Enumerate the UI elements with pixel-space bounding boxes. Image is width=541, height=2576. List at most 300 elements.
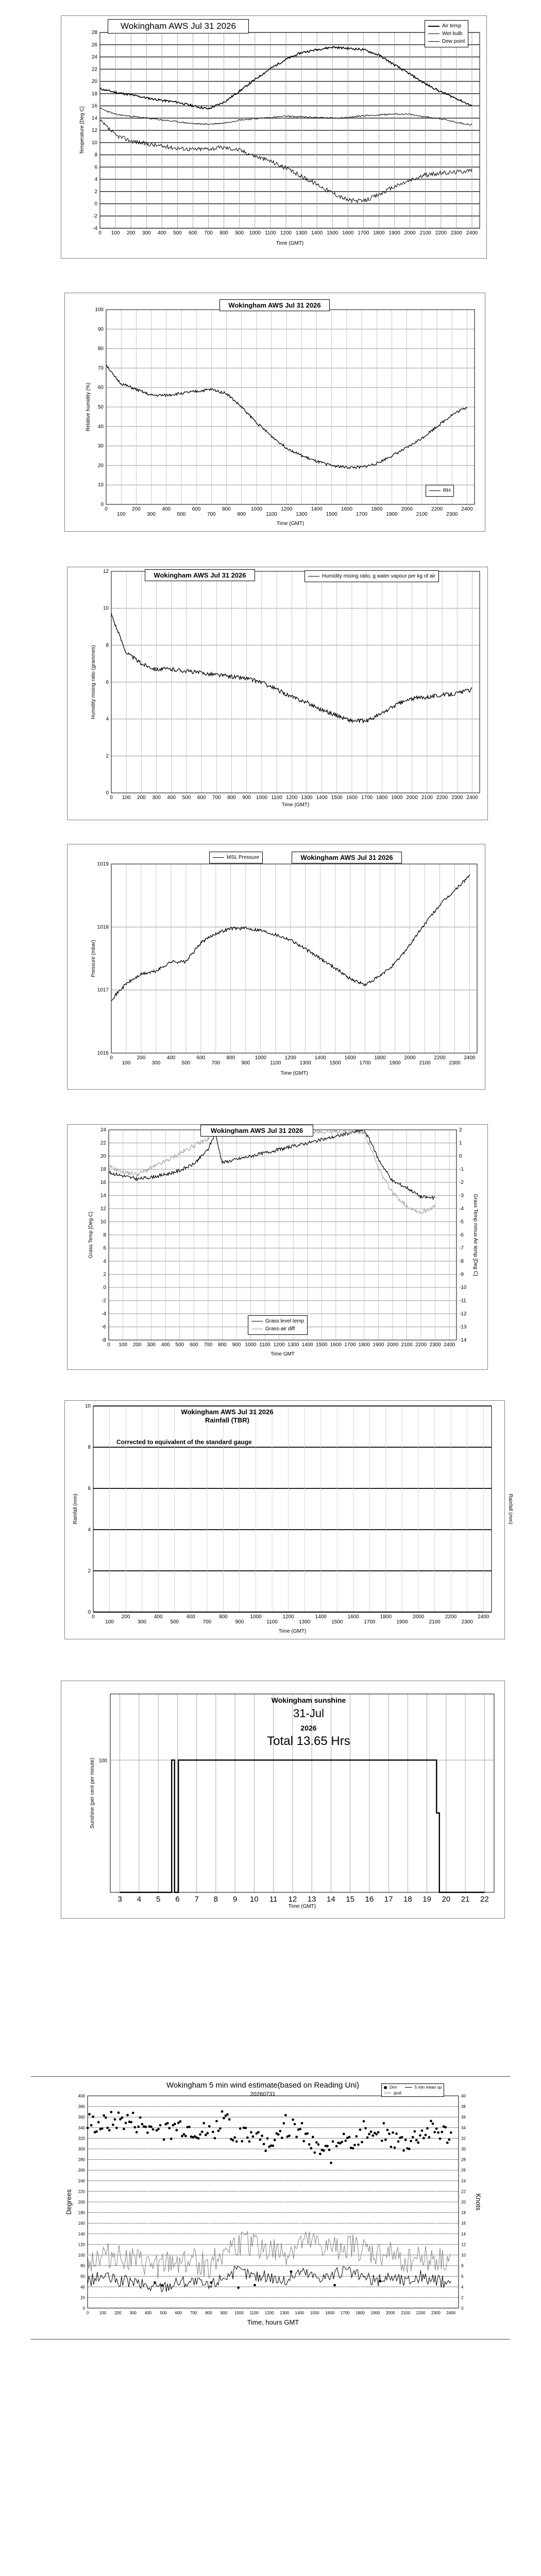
direction-point <box>106 2127 109 2129</box>
x-tick-label: 500 <box>181 1060 191 1066</box>
x-axis-title: Time (GMT) <box>276 521 305 527</box>
direction-point <box>356 2135 358 2138</box>
direction-point <box>112 2124 114 2126</box>
legend-gust-label: gust <box>394 2091 402 2095</box>
x-tick-label: 700 <box>204 230 213 236</box>
y-tick-label: 10 <box>103 605 109 612</box>
y2-tick-label: -12 <box>459 1311 467 1317</box>
y-tick-label: 1018 <box>97 924 109 930</box>
x-tick-label: 1700 <box>361 795 373 801</box>
y-tick-label: 26 <box>91 42 97 48</box>
x-tick-label: 19 <box>422 1895 431 1904</box>
direction-point <box>310 2147 312 2149</box>
x-tick-label: 300 <box>138 1619 146 1625</box>
direction-point <box>141 2123 143 2126</box>
wind-chart <box>41 2081 500 2334</box>
y-tick-label: 16 <box>100 1180 106 1185</box>
x-tick-label: 1800 <box>376 795 388 801</box>
x-tick-label: 1200 <box>286 795 298 801</box>
direction-point <box>292 2119 294 2121</box>
y-tick-label: 0 <box>100 502 104 507</box>
x-tick-label: 0 <box>86 2311 89 2315</box>
direction-point <box>344 2140 347 2142</box>
direction-point <box>181 2135 183 2138</box>
y2-axis-title: Knots <box>475 2193 482 2211</box>
direction-point <box>353 2144 356 2146</box>
direction-point <box>375 2133 378 2136</box>
x-tick-label: 1400 <box>315 1614 327 1620</box>
direction-point <box>317 2143 320 2146</box>
y-tick-label: 24 <box>100 1127 106 1133</box>
y-tick-label: 2 <box>88 1568 91 1574</box>
grass-legend <box>248 1315 308 1335</box>
x-tick-label: 2000 <box>386 1342 399 1348</box>
y-tick-label: 0 <box>94 201 97 207</box>
x-tick-label: 1700 <box>364 1619 376 1625</box>
plot-area-frame <box>93 1406 492 1612</box>
direction-point <box>202 2122 205 2125</box>
y-tick-label: 280 <box>78 2157 85 2162</box>
y2-axis-title: Rainfall (mm) <box>508 1494 513 1524</box>
x-tick-label: 1800 <box>380 1614 392 1620</box>
x-tick-label: 800 <box>218 1342 227 1348</box>
humidity-chart-plot <box>65 293 485 531</box>
x-tick-label: 800 <box>219 1614 228 1620</box>
temperature-chart-plot <box>61 16 486 258</box>
sunshine-series-line <box>120 1760 485 1892</box>
sunshine-total: Total 13.65 Hrs <box>267 1734 350 1748</box>
x-tick-label: 100 <box>116 512 126 517</box>
grass-temperature-chart <box>67 1124 488 1370</box>
x-tick-label: 10 <box>250 1895 259 1904</box>
y2-tick-label: -9 <box>459 1272 464 1278</box>
y-axis-title: Relative humidity (%) <box>86 382 91 432</box>
x-tick-label: 300 <box>129 2311 137 2315</box>
dirn-marker-icon <box>384 2086 387 2089</box>
direction-point <box>397 2140 400 2143</box>
x-tick-label: 1200 <box>282 1614 294 1620</box>
x-tick-label: 0 <box>92 1614 95 1620</box>
y-axis-title: Degrees <box>65 2189 73 2215</box>
direction-point <box>137 2126 140 2128</box>
temperature-chart-title: Wokingham AWS Jul 31 2026 <box>108 19 249 33</box>
direction-point <box>279 2130 281 2132</box>
y2-tick-label: 34 <box>461 2125 466 2130</box>
x-tick-label: 1300 <box>295 230 308 236</box>
y2-tick-label: 38 <box>461 2104 466 2109</box>
legend-mixing-ratio-label: Humidity mixing ratio, g water vapour per kg of air <box>322 573 436 579</box>
y-tick-label: 24 <box>91 54 97 60</box>
y-tick-label: 160 <box>78 2221 85 2226</box>
legend-dew-point-label: Dew point <box>442 39 465 44</box>
y-tick-label: 8 <box>88 1445 91 1450</box>
x-tick-label: 1500 <box>326 512 337 517</box>
direction-point <box>348 2136 350 2139</box>
y2-tick-label: -14 <box>459 1337 467 1343</box>
direction-point <box>302 2140 305 2143</box>
x-axis-title: Time, hours GMT <box>247 2318 299 2326</box>
x-tick-label: 300 <box>147 512 156 517</box>
y-tick-label: 260 <box>78 2168 85 2173</box>
y2-tick-label: -5 <box>459 1219 464 1225</box>
y-tick-label: 120 <box>78 2242 85 2247</box>
direction-point <box>277 2133 280 2136</box>
direction-point <box>126 2114 129 2116</box>
direction-point <box>159 2124 162 2127</box>
direction-point <box>361 2141 363 2143</box>
direction-point <box>408 2148 411 2150</box>
direction-point <box>232 2139 234 2142</box>
x-axis-title: Time (GMT) <box>276 241 304 246</box>
direction-point <box>103 2114 105 2117</box>
y-tick-label: 80 <box>80 2263 85 2268</box>
pressure-chart <box>67 844 485 1090</box>
x-tick-label: 2200 <box>431 506 443 512</box>
y-tick-label: 1019 <box>97 861 109 867</box>
direction-point <box>390 2146 393 2148</box>
x-tick-label: 900 <box>235 230 244 236</box>
x-tick-label: 400 <box>167 795 176 801</box>
direction-point <box>146 2131 149 2134</box>
direction-point <box>125 2122 127 2124</box>
y-tick-label: 6 <box>88 1486 91 1492</box>
direction-point <box>136 2131 138 2133</box>
x-tick-label: 2300 <box>446 512 458 517</box>
y2-tick-label: -2 <box>459 1180 464 1185</box>
legend-grass-level-temp-label: Grass level temp <box>265 1318 305 1324</box>
direction-point <box>401 2136 403 2139</box>
wind-chart-plot <box>41 2081 500 2334</box>
x-tick-label: 1200 <box>264 2311 274 2315</box>
direction-point <box>437 2131 439 2134</box>
y-tick-label: 320 <box>78 2136 85 2141</box>
y2-tick-label: 36 <box>461 2115 466 2120</box>
x-tick-label: 700 <box>207 512 216 517</box>
x-tick-label: 1000 <box>256 795 267 801</box>
x-tick-label: 7 <box>194 1895 199 1904</box>
direction-point <box>168 2127 171 2129</box>
y-tick-label: -2 <box>93 213 97 219</box>
x-tick-label: 500 <box>177 512 186 517</box>
direction-point <box>90 2124 93 2127</box>
y-axis-title: Sunshine (per cent per minute) <box>90 1757 95 1829</box>
x-tick-label: 2100 <box>416 512 428 517</box>
y2-tick-label: 6 <box>461 2274 464 2279</box>
direction-point <box>281 2137 283 2139</box>
y-tick-label: 0 <box>88 1609 91 1615</box>
y2-tick-label: 40 <box>461 2094 466 2098</box>
y-tick-label: -4 <box>93 226 97 231</box>
x-tick-label: 400 <box>161 1342 170 1348</box>
direction-point <box>133 2126 136 2129</box>
y-tick-label: 18 <box>100 1166 106 1173</box>
x-tick-label: 500 <box>173 230 182 236</box>
x-tick-label: 1500 <box>327 230 339 236</box>
dew-point-swatch <box>428 41 439 42</box>
x-tick-label: 2200 <box>415 1342 427 1348</box>
y2-tick-label: -7 <box>459 1245 464 1251</box>
direction-point <box>395 2132 398 2135</box>
x-tick-label: 100 <box>122 1060 131 1066</box>
legend-dirn <box>384 2084 442 2090</box>
x-tick-label: 12 <box>288 1895 297 1904</box>
y-tick-label: 100 <box>78 2253 85 2258</box>
x-tick-label: 1600 <box>347 1614 359 1620</box>
y-tick-label: -4 <box>102 1311 106 1317</box>
direction-point <box>428 2136 431 2139</box>
x-tick-label: 14 <box>327 1895 335 1904</box>
x-tick-label: 2200 <box>435 230 447 236</box>
x-tick-label: 1800 <box>371 506 383 512</box>
direction-point <box>404 2139 407 2141</box>
x-tick-label: 1300 <box>288 1342 299 1348</box>
x-tick-label: 2000 <box>385 2311 395 2315</box>
y-tick-label: -8 <box>102 1337 106 1343</box>
x-tick-label: 17 <box>384 1895 393 1904</box>
direction-point <box>272 2145 274 2147</box>
x-tick-label: 800 <box>219 230 228 236</box>
y2-tick-label: 28 <box>461 2157 466 2162</box>
y2-tick-label: 30 <box>461 2147 466 2151</box>
x-tick-label: 2200 <box>434 1055 446 1061</box>
direction-point <box>221 2110 224 2113</box>
direction-point <box>248 2140 251 2143</box>
y2-tick-label: 14 <box>461 2231 466 2236</box>
x-tick-label: 2400 <box>464 1055 476 1061</box>
direction-point <box>139 2116 142 2119</box>
msl-pressure-swatch <box>213 857 224 858</box>
x-tick-label: 1300 <box>280 2311 289 2315</box>
direction-point <box>263 2143 265 2145</box>
x-tick-label: 6 <box>175 1895 180 1904</box>
y-tick-label: 14 <box>91 115 97 122</box>
x-tick-label: 700 <box>211 1060 221 1066</box>
y2-tick-label: 20 <box>461 2200 466 2205</box>
direction-point <box>274 2139 276 2141</box>
y-tick-label: 28 <box>91 30 97 36</box>
y2-tick-label: 0 <box>461 2306 464 2311</box>
y2-tick-label: -11 <box>459 1298 466 1304</box>
x-tick-label: 800 <box>205 2311 212 2315</box>
y-tick-label: 70 <box>97 365 104 371</box>
y-tick-label: 50 <box>97 404 104 410</box>
y-tick-label: 6 <box>94 164 97 171</box>
direction-point <box>306 2132 309 2135</box>
direction-point <box>233 2136 236 2139</box>
x-tick-label: 1900 <box>386 512 398 517</box>
y2-tick-label: 4 <box>461 2284 464 2290</box>
x-tick-label: 1300 <box>299 1619 311 1625</box>
direction-point <box>123 2128 125 2130</box>
x-tick-label: 800 <box>227 795 236 801</box>
x-tick-label: 1400 <box>314 1055 326 1061</box>
direction-point <box>97 2121 100 2124</box>
direction-point <box>144 2126 147 2128</box>
legend-mixing-ratio <box>308 572 435 580</box>
legend-grass-air-diff <box>251 1325 304 1333</box>
x-tick-label: 2100 <box>419 1060 431 1066</box>
y-tick-label: 340 <box>78 2125 85 2130</box>
x-tick-label: 0 <box>110 1055 113 1061</box>
y2-tick-label: 8 <box>461 2263 464 2268</box>
direction-point <box>366 2137 369 2139</box>
x-tick-label: 1800 <box>356 2311 365 2315</box>
direction-point <box>87 2127 89 2129</box>
x-tick-label: 1100 <box>259 1342 270 1348</box>
sunshine-chart-title: Wokingham sunshine <box>271 1696 346 1704</box>
direction-point <box>328 2149 331 2151</box>
sunshine-chart-plot <box>61 1681 504 1918</box>
x-tick-label: 400 <box>157 230 166 236</box>
direction-point <box>402 2149 405 2152</box>
y2-tick-label: 1 <box>459 1140 462 1146</box>
pressure-legend <box>209 852 263 863</box>
y2-tick-label: 18 <box>461 2210 466 2215</box>
x-tick-label: 5 <box>156 1895 161 1904</box>
y-tick-label: 0 <box>103 1285 106 1291</box>
x-tick-label: 700 <box>212 795 221 801</box>
x-tick-label: 1400 <box>301 1342 313 1348</box>
temperature-chart <box>61 15 487 259</box>
direction-point <box>152 2128 155 2131</box>
x-tick-label: 1000 <box>249 230 261 236</box>
x-tick-label: 500 <box>182 795 191 801</box>
direction-point <box>382 2122 385 2125</box>
x-tick-label: 2100 <box>419 230 431 236</box>
x-tick-label: 200 <box>132 1342 142 1348</box>
direction-point <box>364 2127 367 2130</box>
direction-point <box>115 2127 118 2129</box>
x-tick-label: 100 <box>99 2311 107 2315</box>
direction-point <box>370 2130 373 2133</box>
x-tick-label: 900 <box>232 1342 241 1348</box>
direction-point <box>419 2134 421 2137</box>
direction-point <box>212 2131 214 2133</box>
legend-air-temp <box>428 22 465 30</box>
x-tick-label: 1300 <box>299 1060 311 1066</box>
direction-point <box>433 2131 436 2133</box>
y2-tick-label: -8 <box>459 1259 464 1264</box>
x-tick-label: 2000 <box>404 230 416 236</box>
y-tick-label: 20 <box>97 463 104 469</box>
x-tick-label: 2000 <box>412 1614 425 1620</box>
x-tick-label: 200 <box>114 2311 122 2315</box>
direction-point <box>333 2284 336 2286</box>
direction-point <box>371 2134 374 2137</box>
direction-point <box>313 2151 316 2154</box>
direction-point <box>381 2140 383 2142</box>
x-tick-label: 1200 <box>281 506 293 512</box>
direction-point <box>341 2141 343 2143</box>
x-tick-label: 2100 <box>401 2311 411 2315</box>
y-tick-label: 8 <box>106 642 109 649</box>
y-tick-label: 22 <box>91 66 97 73</box>
direction-point <box>326 2145 329 2147</box>
x-tick-label: 20 <box>442 1895 451 1904</box>
direction-point <box>332 2140 334 2143</box>
x-tick-label: 1200 <box>273 1342 285 1348</box>
pressure-chart-title: Wokingham AWS Jul 31 2026 <box>292 852 402 863</box>
y-tick-label: 10 <box>84 1403 91 1409</box>
y2-tick-label: -13 <box>459 1324 467 1330</box>
x-tick-label: 200 <box>137 795 146 801</box>
y-tick-label: 2 <box>106 753 109 759</box>
direction-point <box>170 2138 173 2140</box>
mixing-ratio-legend <box>305 570 439 582</box>
x-tick-label: 4 <box>137 1895 142 1904</box>
x-tick-label: 500 <box>160 2311 167 2315</box>
x-tick-label: 1600 <box>346 795 358 801</box>
y-axis-title: Pressure (mbar) <box>91 940 96 977</box>
x-tick-label: 400 <box>162 506 171 512</box>
x-tick-label: 200 <box>126 230 136 236</box>
y-tick-label: 6 <box>106 680 109 685</box>
direction-point <box>205 2134 207 2137</box>
grass-chart-title: Wokingham AWS Jul 31 2026 <box>200 1125 313 1137</box>
y-tick-label: 12 <box>91 128 97 133</box>
x-tick-label: 300 <box>147 1342 156 1348</box>
x-tick-label: 13 <box>307 1895 316 1904</box>
x-tick-label: 2200 <box>436 795 448 801</box>
x-tick-label: 2400 <box>466 230 478 236</box>
x-tick-label: 1600 <box>330 1342 342 1348</box>
x-tick-label: 600 <box>192 506 201 512</box>
rainfall-chart-plot <box>65 1401 513 1639</box>
direction-point <box>392 2131 394 2134</box>
x-tick-label: 400 <box>166 1055 176 1061</box>
x-tick-label: 200 <box>137 1055 146 1061</box>
x-tick-label: 500 <box>170 1619 179 1625</box>
x-tick-label: 1000 <box>245 1342 257 1348</box>
direction-point <box>384 2139 387 2141</box>
direction-point <box>315 2141 318 2144</box>
x-axis-title: Time (GMT) <box>288 1904 316 1909</box>
y-tick-label: 12 <box>100 1206 106 1212</box>
y-tick-label: -2 <box>102 1298 106 1304</box>
direction-point <box>117 2111 120 2114</box>
x-tick-label: 1500 <box>310 2311 319 2315</box>
x-axis-title: Time (GMT) <box>281 802 310 808</box>
x-tick-label: 1600 <box>342 230 354 236</box>
x-tick-label: 1500 <box>331 1619 343 1625</box>
y-tick-label: 300 <box>78 2147 85 2151</box>
x-tick-label: 1100 <box>249 2311 259 2315</box>
direction-point <box>439 2138 442 2140</box>
x-tick-label: 9 <box>232 1895 238 1904</box>
rainfall-gauge-note: Corrected to equivalent of the standard gauge <box>116 1438 252 1446</box>
y-tick-label: 0 <box>82 2306 85 2311</box>
x-tick-label: 600 <box>196 1055 206 1061</box>
y-tick-label: 100 <box>95 307 104 313</box>
x-tick-label: 1000 <box>255 1055 266 1061</box>
x-tick-label: 600 <box>175 2311 182 2315</box>
x-tick-label: 700 <box>190 2311 197 2315</box>
y-tick-label: 8 <box>103 1232 106 1238</box>
x-tick-label: 2300 <box>450 230 463 236</box>
direction-point <box>319 2153 322 2155</box>
x-tick-label: 11 <box>269 1895 278 1904</box>
legend-rh-label: RH <box>443 488 451 494</box>
y-tick-label: 60 <box>97 385 104 391</box>
x-tick-label: 400 <box>154 1614 163 1620</box>
y-tick-label: 90 <box>97 326 104 332</box>
humidity-legend <box>426 485 454 497</box>
direction-point <box>330 2162 332 2164</box>
y-tick-label: 40 <box>97 423 104 430</box>
direction-point <box>179 2120 182 2123</box>
direction-point <box>114 2118 116 2121</box>
direction-point <box>417 2141 419 2144</box>
